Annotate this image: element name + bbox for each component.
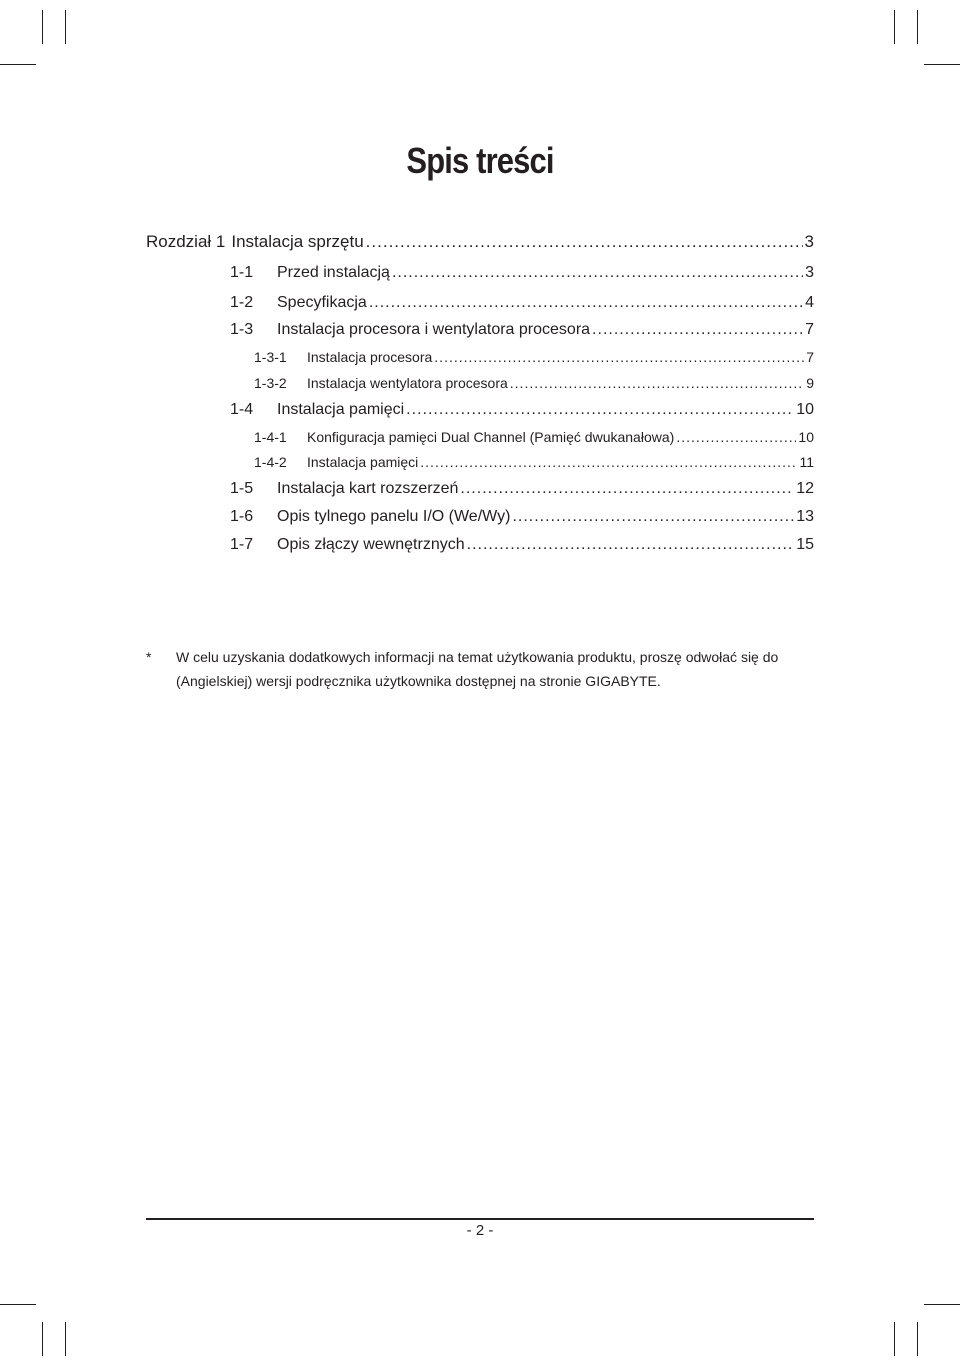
page-title: Spis treści <box>406 140 554 181</box>
toc-entry-1-7[interactable] <box>230 536 814 554</box>
footnote-text <box>176 645 826 693</box>
toc-entry-page: 7 <box>805 321 814 338</box>
toc-entry-label: Instalacja pamięci <box>277 401 405 418</box>
toc-entry-1-3[interactable] <box>230 321 814 339</box>
toc-entry-label: Specyfikacja <box>277 294 367 311</box>
toc-entry-1-2[interactable] <box>230 294 814 312</box>
toc-leader-dots <box>510 375 804 391</box>
toc-leader-dots <box>434 349 804 365</box>
toc-entry-number: 1-6 <box>230 508 254 525</box>
toc-entry-number: 1-7 <box>230 536 254 553</box>
toc-entry-label: Instalacja wentylatora procesora <box>307 375 508 391</box>
toc-entry-chapter-1[interactable] <box>146 232 814 252</box>
toc-entry-number: 1-4 <box>230 401 254 418</box>
toc-entry-label: Przed instalacją <box>277 264 390 281</box>
toc-entry-page: 9 <box>806 375 814 391</box>
crop-mark-bottom-right-v1 <box>894 1322 895 1356</box>
toc-entry-label: Instalacja pamięci <box>307 454 419 470</box>
toc-leader-dots <box>592 321 803 339</box>
crop-mark-bottom-left-h <box>0 1304 36 1305</box>
toc-entry-page: 10 <box>796 401 814 418</box>
footnote-line-2: (Angielskiej) wersji podręcznika użytkownika dostępnej na stronie GIGABYTE. <box>176 673 661 689</box>
toc-entry-1-3-2[interactable] <box>254 375 814 391</box>
crop-mark-top-left-h <box>0 64 36 65</box>
toc-entry-label: Konfiguracja pamięci Dual Channel (Pamięć dwukanałowa) <box>307 429 675 445</box>
toc-entry-label: Instalacja kart rozszerzeń <box>277 480 459 497</box>
crop-mark-top-right-h <box>924 64 960 65</box>
toc-entry-label: Instalacja procesora <box>307 349 433 365</box>
toc-entry-number: Rozdział 1 <box>146 232 226 251</box>
toc-entry-number: 1-3-1 <box>254 349 287 365</box>
toc-entry-page: 3 <box>804 232 814 251</box>
toc-entry-number: 1-1 <box>230 264 254 281</box>
toc-entry-page: 11 <box>799 454 814 470</box>
toc-leader-dots <box>467 536 795 554</box>
toc-entry-1-5[interactable] <box>230 480 814 498</box>
footnote-marker: * <box>146 649 152 665</box>
toc-leader-dots <box>512 508 794 526</box>
toc-entry-page: 4 <box>805 294 814 311</box>
crop-mark-top-left-v1 <box>42 10 43 44</box>
toc-entry-1-4-1[interactable] <box>254 429 814 445</box>
footer-rule <box>146 1218 814 1220</box>
toc-entry-page: 7 <box>806 349 814 365</box>
toc-entry-label: Instalacja sprzętu <box>231 232 364 251</box>
toc-entry-page: 10 <box>798 429 814 445</box>
toc-entry-page: 3 <box>805 264 814 281</box>
toc-entry-number: 1-3 <box>230 321 254 338</box>
toc-leader-dots <box>406 401 794 419</box>
toc-entry-page: 15 <box>796 536 814 553</box>
toc-leader-dots <box>460 480 794 498</box>
crop-mark-bottom-right-h <box>924 1304 960 1305</box>
crop-mark-top-left-v2 <box>65 10 66 44</box>
crop-mark-bottom-right-v2 <box>917 1322 918 1356</box>
toc-entry-1-3-1[interactable] <box>254 349 814 365</box>
crop-mark-top-right-v2 <box>917 10 918 44</box>
footnote-line-1: W celu uzyskania dodatkowych informacji na temat użytkowania produktu, proszę odwołać się do <box>176 649 779 665</box>
toc-leader-dots <box>420 454 797 470</box>
toc-leader-dots <box>369 294 803 312</box>
toc-entry-1-6[interactable] <box>230 508 814 526</box>
toc-entry-number: 1-2 <box>230 294 254 311</box>
crop-mark-bottom-left-v1 <box>42 1322 43 1356</box>
toc-entry-1-1[interactable] <box>230 264 814 282</box>
toc-leader-dots <box>366 232 803 252</box>
toc-entry-number: 1-4-1 <box>254 429 287 445</box>
toc-leader-dots <box>676 429 796 445</box>
toc-entry-1-4-2[interactable] <box>254 454 814 470</box>
toc-entry-label: Opis złączy wewnętrznych <box>277 536 465 553</box>
toc-entry-1-4[interactable] <box>230 401 814 419</box>
toc-entry-page: 13 <box>796 508 814 525</box>
toc-entry-number: 1-3-2 <box>254 375 287 391</box>
toc-entry-page: 12 <box>796 480 814 497</box>
toc-entry-label: Instalacja procesora i wentylatora procesora <box>277 321 591 338</box>
toc-entry-number: 1-5 <box>230 480 254 497</box>
toc-entry-label: Opis tylnego panelu I/O (We/Wy) <box>277 508 511 525</box>
toc-leader-dots <box>392 264 803 282</box>
crop-mark-top-right-v1 <box>894 10 895 44</box>
page-number: - 2 - <box>466 1222 494 1239</box>
crop-mark-bottom-left-v2 <box>65 1322 66 1356</box>
toc-entry-number: 1-4-2 <box>254 454 287 470</box>
